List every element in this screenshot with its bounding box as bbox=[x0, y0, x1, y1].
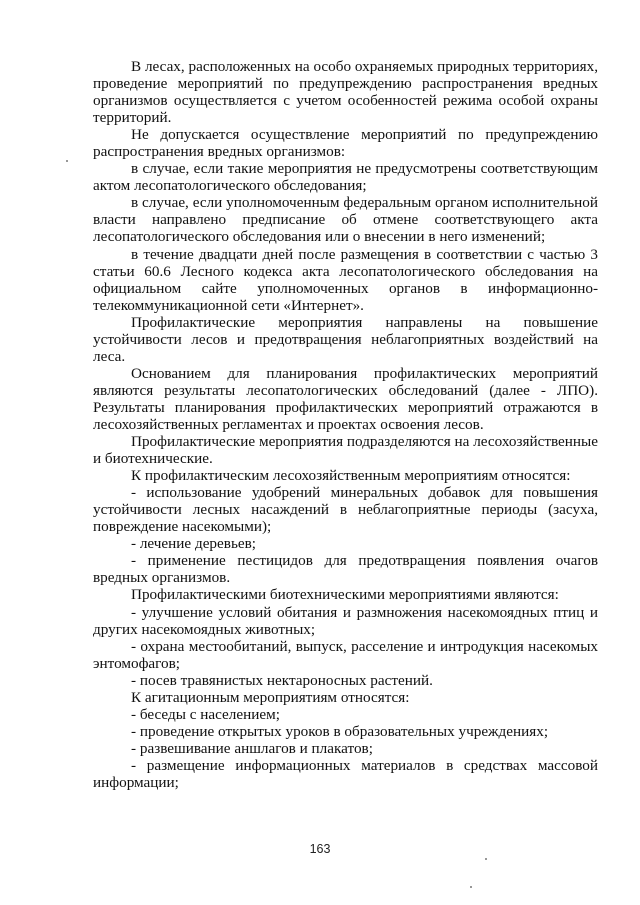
document-page bbox=[93, 58, 598, 791]
scan-speck bbox=[485, 858, 487, 860]
list-item-media: - размещение информационных материалов в средствах массовой информации; bbox=[93, 756, 598, 791]
paragraph-measure-types: Профилактические мероприятия подразделяются на лесохозяйственные и биотехнические. bbox=[93, 433, 598, 468]
paragraph-protected-areas: В лесах, расположенных на особо охраняемых природных территориях, проведение мероприятий по предупреждению распространения вредных организмов осуществляется с учетом особенностей режима особой охраны территорий. bbox=[93, 58, 598, 127]
paragraph-agitation-heading: К агитационным мероприятиям относятся: bbox=[131, 688, 410, 706]
paragraph-condition-3: в течение двадцати дней после размещения в соответствии с частью 3 статьи 60.6 Лесного кодекса акта лесопатологического обследования на официальном сайте уполномоченных органов в информационно-телекоммуникационной сети «Интернет». bbox=[93, 245, 598, 314]
list-item-entomophages: - охрана местообитаний, выпуск, расселение и интродукция насекомых энтомофагов; bbox=[93, 637, 598, 672]
paragraph-condition-1: в случае, если такие мероприятия не предусмотрены соответствующим актом лесопатологического обследования; bbox=[93, 160, 598, 195]
scan-speck bbox=[470, 886, 472, 888]
list-item-posters: - развешивание аншлагов и плакатов; bbox=[131, 739, 373, 757]
list-item-tree-treatment: - лечение деревьев; bbox=[131, 535, 256, 553]
list-item-nectar-plants: - посев травянистых нектароносных растений. bbox=[131, 671, 433, 689]
paragraph-planning-basis: Основанием для планирования профилактических мероприятий являются результаты лесопатологических обследований (далее - ЛПО). Результаты планирования профилактических мероприятий отражаются в лесохозяйственных регламентах и проектах освоения лесов. bbox=[93, 364, 598, 433]
scan-speck bbox=[66, 160, 68, 162]
paragraph-forestry-measures-heading: К профилактическим лесохозяйственным мероприятиям относятся: bbox=[131, 467, 571, 485]
list-item-fertilizers: - использование удобрений минеральных добавок для повышения устойчивости лесных насаждений в неблагоприятные периоды (засуха, повреждение насекомыми); bbox=[93, 484, 598, 536]
paragraph-preventive-purpose: Профилактические мероприятия направлены на повышение устойчивости лесов и предотвращения неблагоприятных воздействий на леса. bbox=[93, 313, 598, 365]
paragraph-not-allowed-intro: Не допускается осуществление мероприятий по предупреждению распространения вредных организмов: bbox=[93, 126, 598, 161]
paragraph-biotechnical-heading: Профилактическими биотехническими мероприятиями являются: bbox=[131, 586, 559, 604]
list-item-open-lessons: - проведение открытых уроков в образовательных учреждениях; bbox=[131, 722, 549, 740]
list-item-birds-habitat: - улучшение условий обитания и размножения насекомоядных птиц и других насекомоядных животных; bbox=[93, 603, 598, 638]
list-item-pesticides: - применение пестицидов для предотвращения появления очагов вредных организмов. bbox=[93, 552, 598, 587]
page-number: 163 bbox=[309, 842, 331, 856]
paragraph-condition-2: в случае, если уполномоченным федеральным органом исполнительной власти направлено предписание об отмене соответствующего акта лесопатологического обследования или о внесении в него изменений; bbox=[93, 194, 598, 246]
list-item-talks: - беседы с населением; bbox=[131, 705, 280, 723]
